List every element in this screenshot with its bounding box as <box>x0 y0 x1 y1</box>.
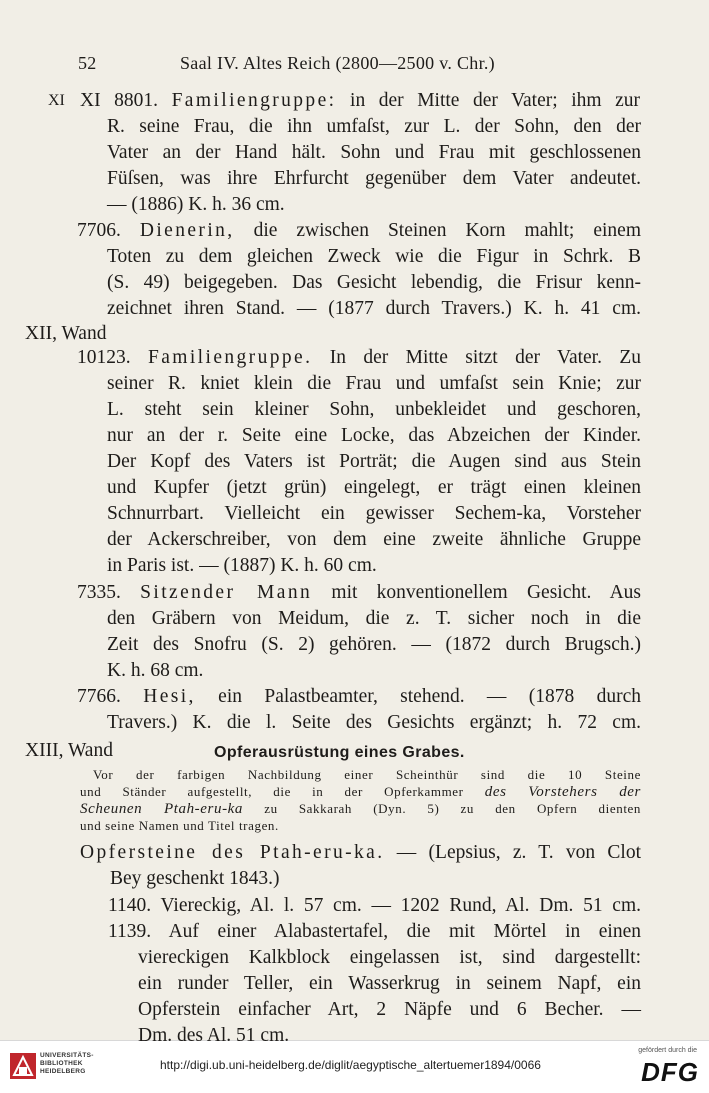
body-line: Bey geschenkt 1843.) <box>110 868 280 889</box>
subsection-heading: Opferausrüstung eines Grabes. <box>214 744 465 761</box>
body-line: 7706. Dienerin, die zwischen Steinen Korn mahlt; einem <box>77 220 641 241</box>
body-line: 1139. Auf einer Alabastertafel, die mit Mörtel in einen <box>108 921 641 942</box>
body-line: 10123. Familiengruppe. In der Mitte sitzt der Vater. Zu <box>77 347 641 368</box>
entry-8801-line-1: XI 8801. Familiengruppe: in der Mitte der Vater; ihm zur <box>80 90 640 111</box>
body-line: der Ackerschreiber, von dem eine zweite ähnliche Gruppe <box>107 529 641 550</box>
running-title: Saal IV. Altes Reich (2800—2500 v. Chr.) <box>180 53 495 73</box>
body-line: (S. 49) beigegeben. Das Gesicht lebendig, die Frisur kenn- <box>107 272 641 293</box>
body-line: 7335. Sitzender Mann mit konventionellem Gesicht. Aus <box>77 582 642 603</box>
section-heading: XIII, Wand <box>25 740 113 761</box>
body-line: seiner R. kniet klein die Frau und umfaſst sein Knie; zur <box>107 373 641 394</box>
body-line: und seine Namen und Titel tragen. <box>80 818 279 833</box>
body-line: Zeit des Snofru (S. 2) gehören. — (1872 durch Brugsch.) <box>107 634 641 655</box>
body-line: nur an der r. Seite eine Locke, das Abzeichen der Kinder. <box>107 425 641 446</box>
body-line: Schnurrbart. Vielleicht ein gewisser Sechem-ka, Vorsteher <box>107 503 641 524</box>
running-header <box>78 53 638 81</box>
body-line: R. seine Frau, die ihn umfaſst, zur L. der Sohn, den der <box>107 116 641 137</box>
library-logo-icon <box>8 1051 38 1081</box>
body-line: Scheunen Ptah-eru-ka zu Sakkarah (Dyn. 5) zu den Opfern dienten <box>80 801 641 817</box>
body-line: K. h. 68 cm. <box>107 660 204 681</box>
body-line: Travers.) K. die l. Seite des Gesichts ergänzt; h. 72 cm. <box>107 712 641 733</box>
body-line: 1140. Viereckig, Al. l. 57 cm. — 1202 Rund, Al. Dm. 51 cm. <box>108 895 641 916</box>
library-name: UNIVERSITÄTS- BIBLIOTHEK HEIDELBERG <box>40 1052 94 1075</box>
shelf-label: XI <box>48 92 65 109</box>
funding-note: gefördert durch die <box>638 1047 697 1054</box>
body-line: Opfersteine des Ptah-eru-ka. — (Lepsius, z. T. von Clot <box>80 842 641 863</box>
body-line: Dm. des Al. 51 cm. <box>138 1025 290 1046</box>
body-line: viereckigen Kalkblock eingelassen ist, sind dargestellt: <box>138 947 641 968</box>
body-line: — (1886) K. h. 36 cm. <box>107 194 285 215</box>
body-line: 7766. Hesi, ein Palastbeamter, stehend. — (1878 durch <box>77 686 642 707</box>
body-line: den Gräbern von Meidum, die z. T. sicher noch in die <box>107 608 641 629</box>
body-line: Füſsen, was ihre Ehrfurcht gegenüber dem Vater andeutet. <box>107 168 641 189</box>
source-url-link[interactable]: http://digi.ub.uni-heidelberg.de/diglit/aegyptische_altertuemer1894/0066 <box>160 1058 541 1072</box>
footer-bar <box>0 1040 709 1093</box>
body-line: in Paris ist. — (1887) K. h. 60 cm. <box>107 555 377 576</box>
body-line: Vor der farbigen Nachbildung einer Scheinthür sind die 10 Steine <box>93 767 641 782</box>
dfg-logo: DFG <box>641 1057 699 1087</box>
body-line: Toten zu dem gleichen Zweck wie die Figur in Schrk. B <box>107 246 641 267</box>
body-line: Vater an der Hand hält. Sohn und Frau mit geschlossenen <box>107 142 641 163</box>
body-line: Opferstein einfacher Art, 2 Näpfe und 6 Becher. — <box>138 999 641 1020</box>
body-line: ein runder Teller, ein Wasserkrug in seinem Napf, ein <box>138 973 641 994</box>
body-line: Der Kopf des Vaters ist Porträt; die Augen sind aus Stein <box>107 451 641 472</box>
body-line: und Ständer aufgestellt, die in der Opferkammer des Vorstehers der <box>80 784 641 800</box>
body-line: L. steht sein kleiner Sohn, unbekleidet und geschoren, <box>107 399 641 420</box>
page-number: 52 <box>78 53 97 73</box>
body-line: und Kupfer (jetzt grün) eingelegt, er trägt einen kleinen <box>107 477 641 498</box>
section-heading: XII, Wand <box>25 323 107 344</box>
body-line: zeichnet ihren Stand. — (1877 durch Travers.) K. h. 41 cm. <box>107 298 641 319</box>
